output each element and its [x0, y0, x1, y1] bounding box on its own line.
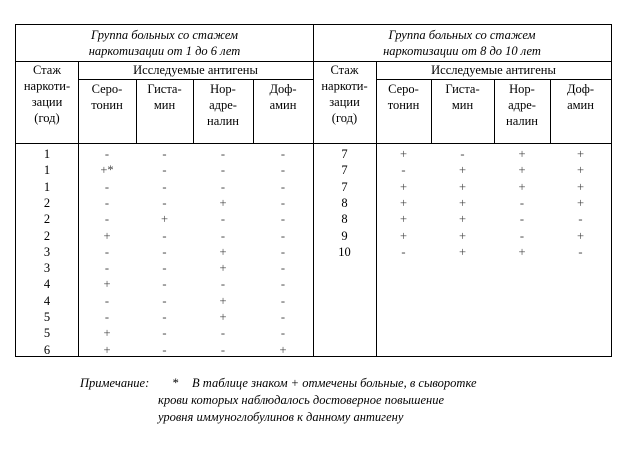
left-value-cell: -: [162, 163, 167, 178]
left-value-cell: -: [104, 179, 110, 194]
left-value-cell: -: [162, 310, 167, 324]
right-value-cell: +: [458, 212, 467, 227]
left-value-cell: -: [104, 195, 110, 210]
left-value-cell: +: [219, 244, 227, 259]
note-mark: *: [172, 376, 179, 390]
right-antigen-dopamine-2: амин: [567, 98, 594, 112]
left-value-cell: -: [280, 163, 286, 178]
left-value-cell: -: [280, 293, 286, 308]
right-value-cell: -: [401, 244, 406, 259]
left-value-cell: -: [280, 326, 286, 341]
right-antigen-serotonin-1: Серо-: [388, 82, 419, 96]
left-stage-cell: 1: [43, 163, 51, 178]
left-value-cell: -: [104, 244, 110, 259]
right-antigen-noradrenaline-1: Нор-: [509, 82, 535, 96]
note-line-1: В таблице знаком + отмечены больные, в сыворотке: [192, 376, 477, 390]
left-value-cell: -: [162, 277, 167, 292]
left-stage-h3: зации: [31, 95, 63, 109]
left-antigen-histamine-2: мин: [153, 98, 176, 112]
left-value-cell: -: [162, 147, 167, 161]
antigen-table: [15, 24, 612, 357]
right-value-cell: +: [458, 163, 467, 178]
left-value-cell: -: [162, 179, 167, 194]
left-stage-cell: 1: [43, 179, 51, 194]
right-value-cell: -: [519, 212, 525, 227]
right-value-cell: +: [576, 163, 585, 178]
left-value-cell: -: [162, 261, 167, 276]
right-antigens-header: Исследуемые антигены: [431, 63, 556, 77]
left-value-cell: -: [162, 293, 167, 308]
right-stage-cell: 8: [341, 212, 348, 227]
left-value-cell: +: [219, 293, 227, 308]
left-value-cell: -: [280, 147, 286, 161]
left-stage-h1: Стаж: [33, 63, 61, 77]
left-antigen-noradrenaline-2: адре-: [209, 98, 237, 112]
right-stage-cell: 10: [338, 244, 351, 259]
right-stage-h3: зации: [329, 95, 360, 109]
right-value-cell: +: [576, 228, 585, 243]
left-value-cell: +: [103, 277, 111, 292]
left-antigen-histamine-1: Гиста-: [147, 82, 182, 96]
right-value-cell: +: [458, 244, 467, 259]
left-value-cell: -: [280, 277, 286, 292]
left-stage-cell: 3: [43, 261, 51, 276]
left-value-cell: -: [104, 261, 110, 276]
right-value-cell: +: [576, 179, 585, 194]
left-value-cell: +: [103, 326, 111, 341]
left-value-cell: -: [220, 228, 226, 243]
left-value-cell: +: [219, 261, 227, 276]
right-value-cell: -: [578, 212, 583, 227]
left-stage-h2: наркоти-: [23, 79, 71, 93]
left-stage-cell: 2: [43, 228, 51, 243]
left-value-cell: -: [220, 179, 226, 194]
left-stage-cell: 3: [43, 244, 51, 259]
left-value-cell: -: [162, 244, 167, 259]
right-group-title-2: наркотизации от 8 до 10 лет: [383, 44, 541, 58]
left-value-cell: -: [280, 195, 286, 210]
left-stage-cell: 4: [43, 293, 51, 308]
right-stage-cell: 8: [341, 195, 348, 210]
right-antigen-histamine-1: Гиста-: [445, 82, 480, 96]
right-stage-cell: 7: [341, 179, 348, 194]
left-value-cell: +*: [100, 163, 114, 178]
left-value-cell: -: [104, 310, 110, 324]
left-value-cell: +: [160, 212, 169, 227]
right-antigen-serotonin-2: тонин: [387, 98, 420, 112]
right-antigen-noradrenaline-2: адре-: [508, 98, 536, 112]
right-stage-h2: наркоти-: [321, 79, 368, 93]
right-value-cell: +: [399, 212, 408, 227]
left-stage-h4: (год): [34, 111, 60, 125]
right-value-cell: +: [458, 195, 467, 210]
right-value-cell: +: [399, 228, 408, 243]
left-value-cell: +: [103, 228, 111, 243]
left-value-cell: -: [280, 228, 286, 243]
right-value-cell: +: [458, 228, 467, 243]
left-value-cell: -: [280, 179, 286, 194]
right-group-title-1: Группа больных со стажем: [388, 28, 536, 42]
right-value-cell: -: [460, 147, 465, 161]
right-value-cell: +: [399, 179, 408, 194]
right-value-cell: +: [399, 147, 408, 161]
left-antigen-serotonin-2: тонин: [91, 98, 123, 112]
left-antigens-header: Исследуемые антигены: [133, 63, 258, 77]
left-value-cell: -: [280, 261, 286, 276]
left-value-cell: -: [162, 326, 167, 341]
left-value-cell: -: [220, 326, 226, 341]
left-value-cell: -: [104, 293, 110, 308]
left-stage-cell: 6: [43, 342, 51, 357]
right-stage-h4: (год): [331, 111, 358, 125]
left-value-cell: +: [219, 310, 227, 324]
left-value-cell: -: [280, 244, 286, 259]
left-value-cell: -: [280, 212, 286, 227]
right-value-cell: +: [576, 195, 585, 210]
left-stage-cell: 4: [43, 277, 51, 292]
left-stage-cell: 2: [43, 195, 51, 210]
left-antigen-serotonin-1: Серо-: [91, 82, 123, 96]
right-value-cell: +: [518, 147, 526, 161]
right-value-cell: +: [518, 179, 526, 194]
right-antigen-dopamine-1: Доф-: [566, 82, 595, 96]
left-value-cell: -: [104, 147, 110, 161]
note-label: Примечание:: [80, 376, 150, 390]
left-value-cell: -: [162, 195, 167, 210]
right-value-cell: +: [518, 244, 526, 259]
right-value-cell: +: [518, 163, 526, 178]
left-value-cell: -: [280, 310, 286, 324]
right-antigen-noradrenaline-3: налин: [506, 114, 538, 128]
right-stage-cell: 7: [341, 163, 348, 178]
left-value-cell: +: [219, 195, 227, 210]
header-bottom-line: [16, 143, 611, 144]
note-line-3: уровня иммуноглобулинов к данному антигену: [158, 410, 404, 424]
right-value-cell: +: [576, 147, 585, 161]
left-stage-cell: 2: [43, 212, 51, 227]
right-value-cell: -: [519, 228, 525, 243]
left-value-cell: -: [162, 228, 167, 243]
right-value-cell: -: [519, 195, 525, 210]
right-value-cell: -: [578, 244, 583, 259]
left-stage-cell: 5: [43, 310, 51, 324]
left-stage-cell: 5: [43, 326, 51, 341]
right-stage-cell: 7: [341, 147, 348, 161]
left-value-cell: -: [220, 277, 226, 292]
right-value-cell: +: [399, 195, 408, 210]
note-line-2: крови которых наблюдалось достоверное повышение: [158, 393, 445, 407]
left-antigen-dopamine-2: амин: [269, 98, 297, 112]
left-group-title-2: наркотизации от 1 до 6 лет: [88, 44, 241, 58]
left-value-cell: -: [220, 212, 226, 227]
left-value-cell: -: [104, 212, 110, 227]
right-antigen-histamine-2: мин: [451, 98, 474, 112]
left-antigen-header-line: [78, 79, 313, 80]
left-stage-cell: 1: [43, 147, 51, 161]
left-value-cell: -: [162, 342, 167, 357]
left-antigen-dopamine-1: Доф-: [269, 82, 297, 96]
left-value-cell: +: [103, 342, 111, 357]
left-antigen-noradrenaline-1: Нор-: [210, 82, 236, 96]
left-value-cell: -: [220, 163, 226, 178]
left-group-title-1: Группа больных со стажем: [90, 28, 239, 42]
left-antigen-noradrenaline-3: налин: [207, 114, 239, 128]
right-stage-cell: 9: [341, 228, 348, 243]
left-value-cell: -: [220, 342, 226, 357]
right-value-cell: +: [458, 179, 467, 194]
right-value-cell: -: [401, 163, 406, 178]
left-value-cell: +: [279, 342, 287, 357]
right-stage-h1: Стаж: [330, 63, 359, 77]
left-value-cell: -: [220, 147, 226, 161]
